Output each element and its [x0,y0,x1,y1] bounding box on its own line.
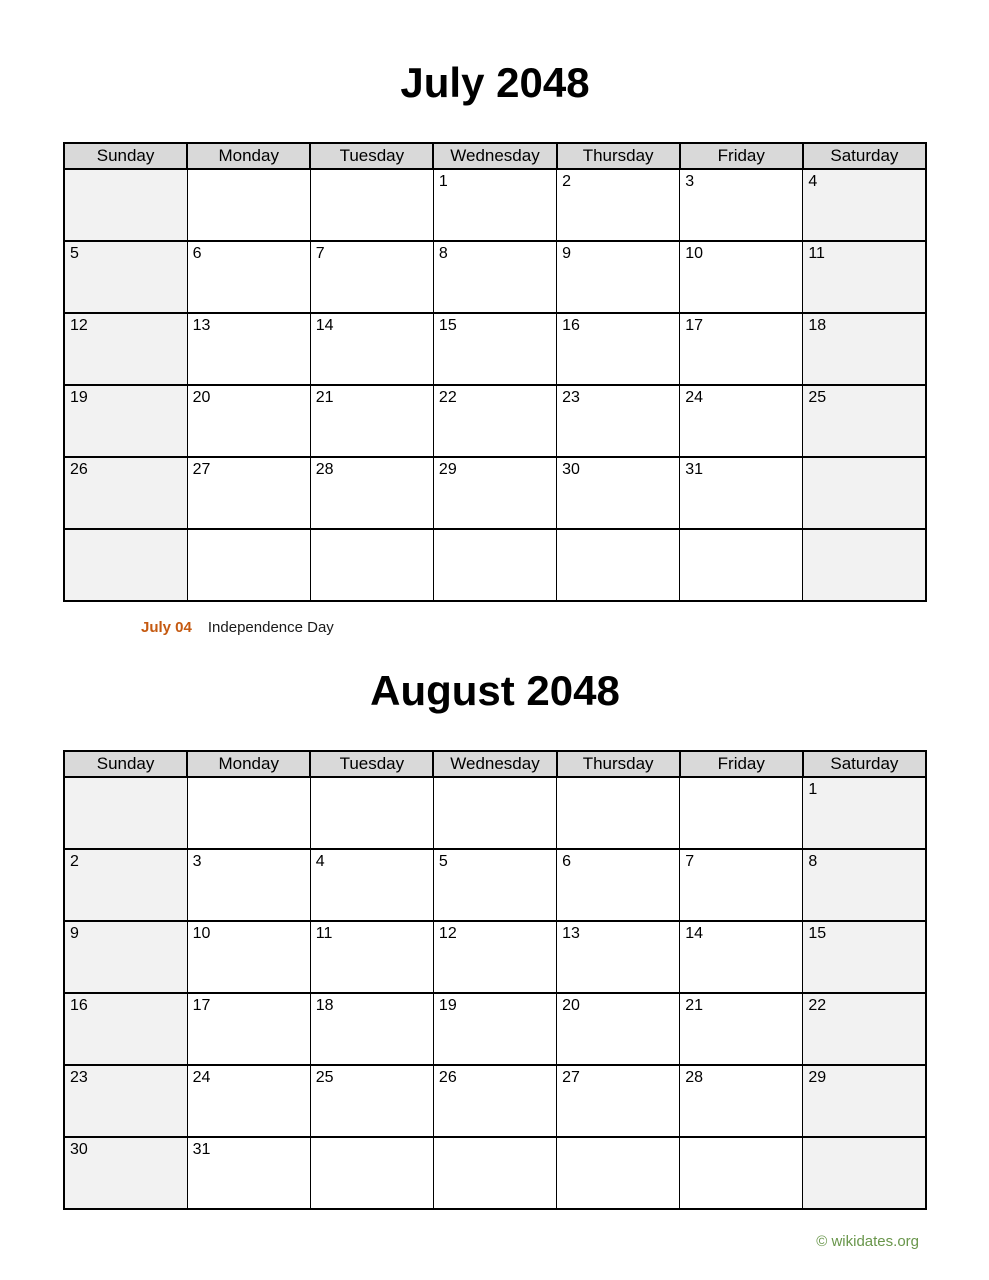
weekday-header-row [64,751,926,777]
day-cell [310,169,433,241]
holiday-date: July 04 [141,619,192,636]
day-cell: 25 [803,385,926,457]
day-cell [680,1137,803,1209]
week-row [64,385,926,457]
day-cell: 31 [680,457,803,529]
day-cell: 27 [557,1065,680,1137]
day-cell: 14 [310,313,433,385]
day-cell [433,777,556,849]
day-cell: 24 [680,385,803,457]
day-cell [433,1137,556,1209]
day-cell: 26 [64,457,187,529]
day-cell [64,529,187,601]
weekday-header: Tuesday [310,751,433,777]
day-cell: 22 [433,385,556,457]
day-cell: 23 [64,1065,187,1137]
footer-credit: © wikidates.org [816,1233,919,1250]
month-section [63,56,927,638]
month-calendar-table [63,750,927,1210]
weekday-header: Friday [680,751,803,777]
week-row [64,1065,926,1137]
day-cell: 19 [433,993,556,1065]
day-cell: 1 [433,169,556,241]
day-cell [187,777,310,849]
day-cell: 27 [187,457,310,529]
month-body [64,777,926,1209]
weekday-header: Monday [187,751,310,777]
day-cell [310,529,433,601]
week-row [64,241,926,313]
calendars-container [63,56,927,1210]
day-cell [310,1137,433,1209]
day-cell: 1 [803,777,926,849]
day-cell: 5 [64,241,187,313]
day-cell: 4 [803,169,926,241]
month-title: August 2048 [370,667,620,714]
day-cell: 3 [680,169,803,241]
day-cell [680,777,803,849]
week-row [64,1137,926,1209]
day-cell [803,1137,926,1209]
day-cell: 30 [557,457,680,529]
day-cell: 13 [187,313,310,385]
week-row [64,457,926,529]
day-cell: 9 [64,921,187,993]
day-cell: 24 [187,1065,310,1137]
weekday-header: Friday [680,143,803,169]
day-cell: 16 [64,993,187,1065]
day-cell [187,169,310,241]
day-cell: 4 [310,849,433,921]
day-cell: 7 [310,241,433,313]
week-row [64,169,926,241]
day-cell: 31 [187,1137,310,1209]
day-cell: 8 [803,849,926,921]
day-cell [64,169,187,241]
day-cell [557,529,680,601]
day-cell: 16 [557,313,680,385]
weekday-header: Sunday [64,751,187,777]
weekday-header: Saturday [803,143,926,169]
day-cell: 12 [433,921,556,993]
day-cell: 21 [310,385,433,457]
week-row [64,313,926,385]
week-row [64,777,926,849]
day-cell: 21 [680,993,803,1065]
day-cell: 22 [803,993,926,1065]
day-cell: 6 [557,849,680,921]
week-row [64,849,926,921]
day-cell: 17 [680,313,803,385]
weekday-header: Saturday [803,751,926,777]
day-cell: 25 [310,1065,433,1137]
week-row [64,993,926,1065]
day-cell [803,457,926,529]
day-cell: 14 [680,921,803,993]
day-cell: 7 [680,849,803,921]
weekday-header: Sunday [64,143,187,169]
day-cell: 30 [64,1137,187,1209]
day-cell: 18 [310,993,433,1065]
day-cell [64,777,187,849]
day-cell: 26 [433,1065,556,1137]
day-cell: 15 [803,921,926,993]
month-calendar-table [63,142,927,602]
day-cell: 12 [64,313,187,385]
day-cell: 10 [680,241,803,313]
weekday-header: Thursday [557,143,680,169]
day-cell: 8 [433,241,556,313]
day-cell: 10 [187,921,310,993]
day-cell: 17 [187,993,310,1065]
day-cell [680,529,803,601]
day-cell: 9 [557,241,680,313]
month-section [63,664,927,1210]
day-cell [310,777,433,849]
weekday-header: Wednesday [433,143,556,169]
day-cell [187,529,310,601]
holiday-note [141,618,927,638]
month-body [64,169,926,601]
day-cell: 20 [187,385,310,457]
weekday-header-row [64,143,926,169]
weekday-header: Monday [187,143,310,169]
weekday-header-row [64,143,926,169]
weekday-header-row [64,751,926,777]
day-cell: 20 [557,993,680,1065]
day-cell: 28 [310,457,433,529]
weekday-header: Tuesday [310,143,433,169]
day-cell: 3 [187,849,310,921]
holiday-label: Independence Day [207,619,334,636]
day-cell: 19 [64,385,187,457]
day-cell: 2 [64,849,187,921]
day-cell: 5 [433,849,556,921]
week-row [64,921,926,993]
day-cell: 23 [557,385,680,457]
holiday-notes [141,618,927,638]
month-title: July 2048 [400,59,590,106]
day-cell: 13 [557,921,680,993]
day-cell: 11 [310,921,433,993]
day-cell: 6 [187,241,310,313]
day-cell [433,529,556,601]
day-cell: 11 [803,241,926,313]
day-cell [803,529,926,601]
day-cell: 29 [433,457,556,529]
weekday-header: Wednesday [433,751,556,777]
day-cell [557,777,680,849]
week-row [64,529,926,601]
day-cell: 28 [680,1065,803,1137]
day-cell: 18 [803,313,926,385]
day-cell: 2 [557,169,680,241]
day-cell [557,1137,680,1209]
day-cell: 15 [433,313,556,385]
day-cell: 29 [803,1065,926,1137]
weekday-header: Thursday [557,751,680,777]
